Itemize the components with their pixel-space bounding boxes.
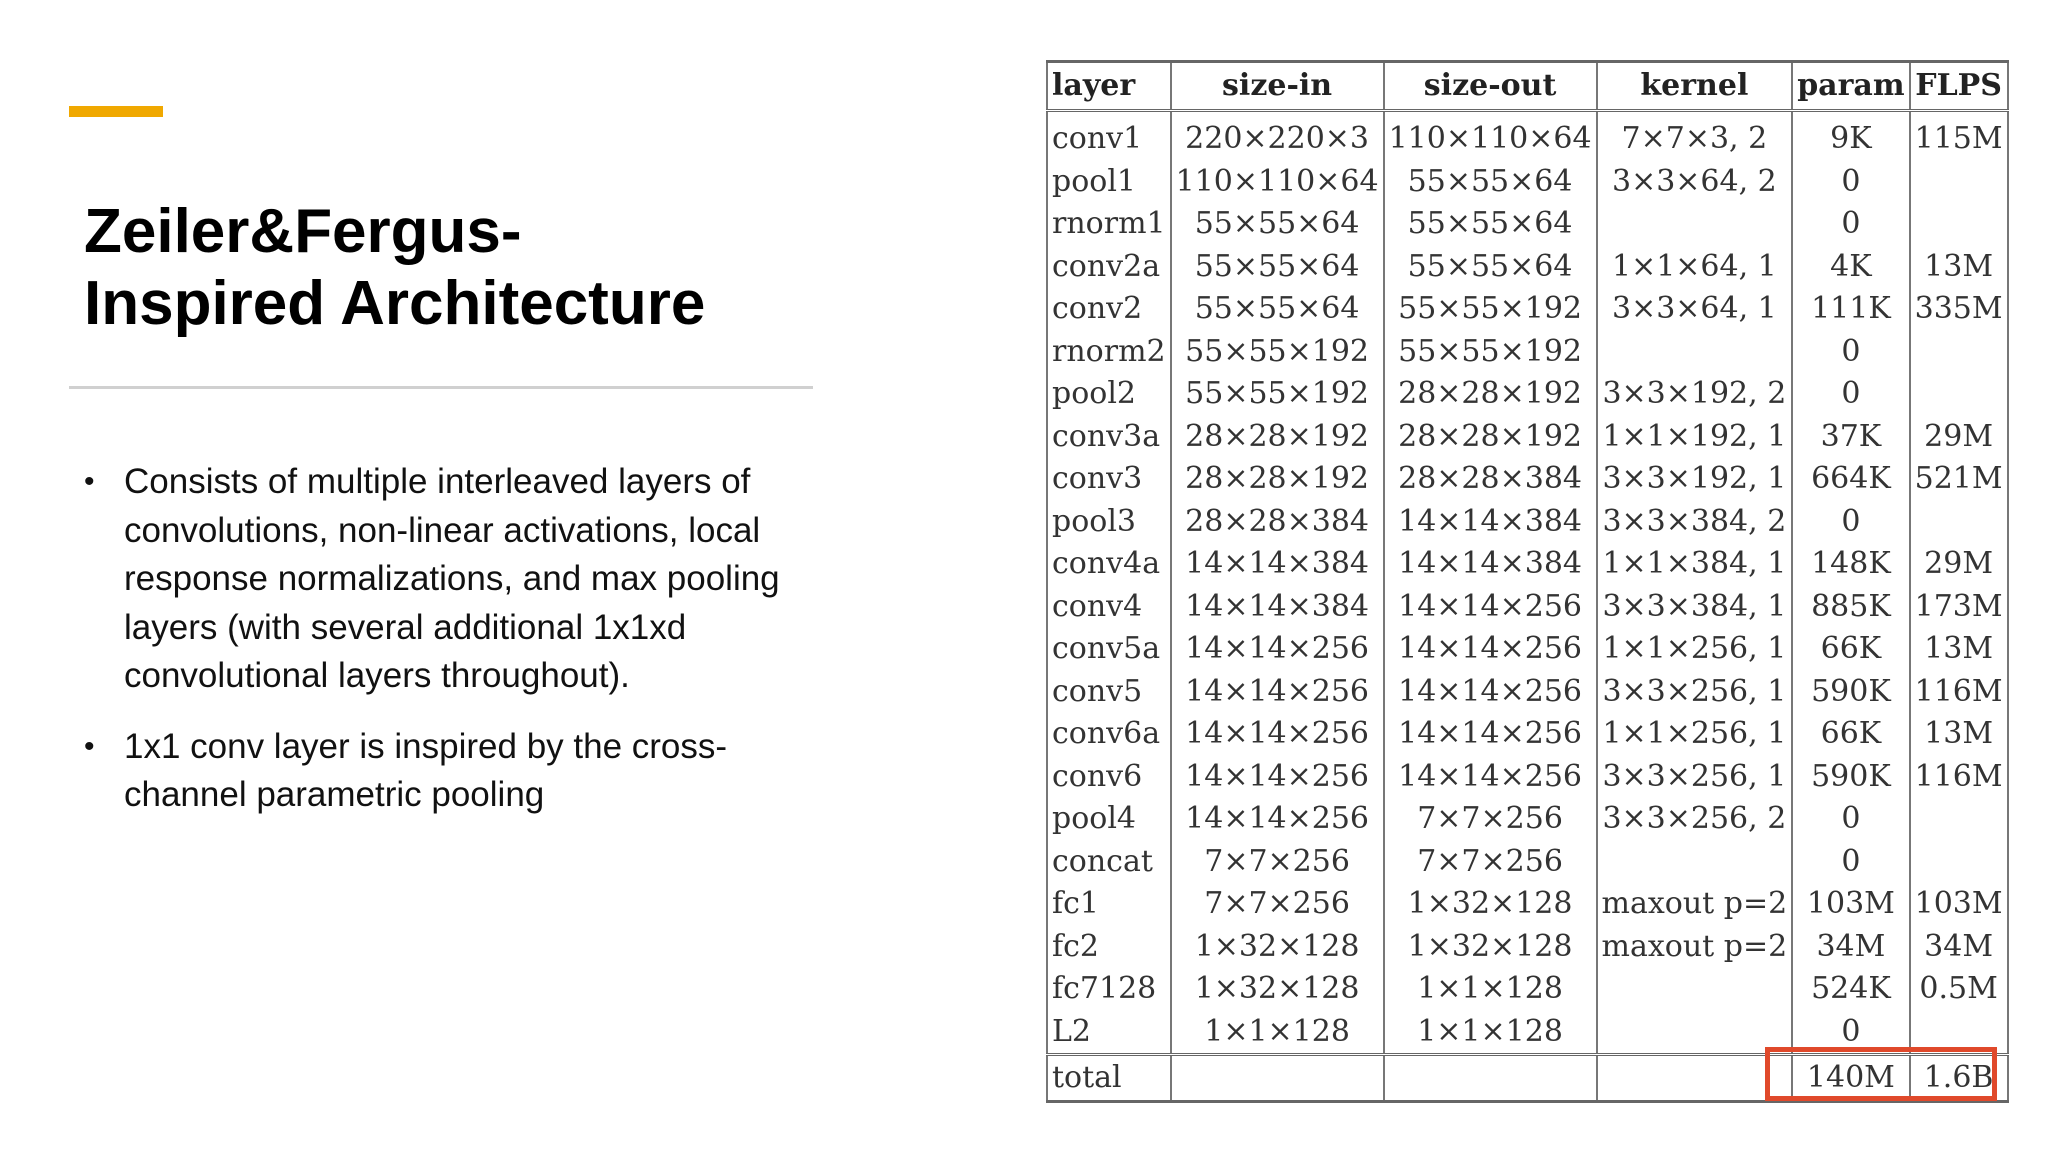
- cell-layer: conv6a: [1047, 713, 1171, 756]
- cell-layer: conv4a: [1047, 543, 1171, 586]
- cell-flps: 0.5M: [1910, 968, 2008, 1011]
- cell-size-in: 1×32×128: [1171, 926, 1384, 969]
- cell-layer: rnorm2: [1047, 331, 1171, 374]
- table-row: [1047, 968, 2008, 1011]
- cell-param: 0: [1792, 841, 1909, 884]
- cell-kernel: 3×3×256, 2: [1597, 798, 1793, 841]
- cell-kernel: 3×3×64, 2: [1597, 161, 1793, 204]
- cell-kernel: 1×1×256, 1: [1597, 713, 1793, 756]
- table-row: [1047, 883, 2008, 926]
- bullet-item: [84, 723, 824, 820]
- bullet-dot-icon: •: [84, 729, 95, 763]
- cell-kernel: 7×7×3, 2: [1597, 111, 1793, 161]
- cell-size-out: 55×55×192: [1384, 331, 1597, 374]
- architecture-table-image: [1046, 56, 2003, 1096]
- cell-kernel: [1597, 968, 1793, 1011]
- cell-flps: 173M: [1910, 586, 2008, 629]
- cell-flps: 13M: [1910, 246, 2008, 289]
- cell-flps: 116M: [1910, 756, 2008, 799]
- cell-kernel: maxout p=2: [1597, 883, 1793, 926]
- cell-layer: conv6: [1047, 756, 1171, 799]
- cell-layer: L2: [1047, 1011, 1171, 1055]
- cell-size-in: 7×7×256: [1171, 883, 1384, 926]
- table-row: [1047, 161, 2008, 204]
- title-divider: [69, 386, 813, 389]
- cell-flps: 115M: [1910, 111, 2008, 161]
- cell-layer: pool3: [1047, 501, 1171, 544]
- bullet-list: [84, 458, 824, 842]
- cell-param: 66K: [1792, 713, 1909, 756]
- cell-layer: concat: [1047, 841, 1171, 884]
- cell-size-in: 1×32×128: [1171, 968, 1384, 1011]
- table-row: [1047, 671, 2008, 714]
- cell-size-out: 14×14×256: [1384, 671, 1597, 714]
- cell-size-in: 14×14×384: [1171, 543, 1384, 586]
- cell-layer: rnorm1: [1047, 203, 1171, 246]
- cell-layer: conv2: [1047, 288, 1171, 331]
- bullet-text: 1x1 conv layer is inspired by the cross-channel parametric pooling: [124, 726, 728, 814]
- table-row: [1047, 416, 2008, 459]
- cell-size-in: 55×55×64: [1171, 246, 1384, 289]
- cell-flps: 335M: [1910, 288, 2008, 331]
- cell-param: 0: [1792, 1011, 1909, 1055]
- cell-size-in: 220×220×3: [1171, 111, 1384, 161]
- cell-param: 0: [1792, 373, 1909, 416]
- table-row: [1047, 203, 2008, 246]
- total-param: 140M: [1792, 1055, 1909, 1102]
- cell-flps: 34M: [1910, 926, 2008, 969]
- title-line-1: Zeiler&Fergus-: [84, 197, 522, 266]
- cell-size-in: 14×14×256: [1171, 756, 1384, 799]
- cell-layer: conv3: [1047, 458, 1171, 501]
- cell-param: 0: [1792, 331, 1909, 374]
- cell-param: 0: [1792, 798, 1909, 841]
- cell-param: 664K: [1792, 458, 1909, 501]
- table-row: [1047, 246, 2008, 289]
- slide-title: [84, 196, 844, 340]
- cell-flps: 13M: [1910, 628, 2008, 671]
- cell-flps: 521M: [1910, 458, 2008, 501]
- cell-kernel: 1×1×192, 1: [1597, 416, 1793, 459]
- cell-flps: [1910, 331, 2008, 374]
- cell-flps: [1910, 501, 2008, 544]
- table-row: [1047, 373, 2008, 416]
- cell-param: 148K: [1792, 543, 1909, 586]
- accent-bar: [69, 106, 163, 117]
- cell-layer: pool1: [1047, 161, 1171, 204]
- cell-size-out: 14×14×256: [1384, 586, 1597, 629]
- cell-param: 9K: [1792, 111, 1909, 161]
- bullet-item: [84, 458, 824, 701]
- cell-size-out: 110×110×64: [1384, 111, 1597, 161]
- cell-size-out: 1×32×128: [1384, 926, 1597, 969]
- cell-size-in: 14×14×256: [1171, 798, 1384, 841]
- cell-param: 524K: [1792, 968, 1909, 1011]
- cell-size-in: 14×14×256: [1171, 628, 1384, 671]
- cell-param: 111K: [1792, 288, 1909, 331]
- cell-size-out: 55×55×64: [1384, 161, 1597, 204]
- cell-size-in: 55×55×192: [1171, 331, 1384, 374]
- cell-layer: conv4: [1047, 586, 1171, 629]
- cell-size-in: 28×28×192: [1171, 416, 1384, 459]
- cell-size-in: 7×7×256: [1171, 841, 1384, 884]
- cell-size-out: 14×14×256: [1384, 713, 1597, 756]
- cell-layer: fc7128: [1047, 968, 1171, 1011]
- cell-size-in: 110×110×64: [1171, 161, 1384, 204]
- table-row: [1047, 628, 2008, 671]
- table-header-row: [1047, 62, 2008, 111]
- cell-size-in: 55×55×192: [1171, 373, 1384, 416]
- table-row: [1047, 798, 2008, 841]
- cell-size-in: 14×14×256: [1171, 713, 1384, 756]
- cell-size-out: 1×32×128: [1384, 883, 1597, 926]
- total-size-out: [1384, 1055, 1597, 1102]
- cell-param: 103M: [1792, 883, 1909, 926]
- cell-kernel: 1×1×256, 1: [1597, 628, 1793, 671]
- table-body: [1047, 111, 2008, 1055]
- cell-size-in: 14×14×384: [1171, 586, 1384, 629]
- cell-param: 0: [1792, 203, 1909, 246]
- header-param: param: [1792, 62, 1909, 111]
- cell-flps: [1910, 373, 2008, 416]
- cell-flps: [1910, 841, 2008, 884]
- cell-flps: 29M: [1910, 416, 2008, 459]
- table-row: [1047, 756, 2008, 799]
- cell-kernel: 3×3×256, 1: [1597, 756, 1793, 799]
- cell-kernel: 3×3×64, 1: [1597, 288, 1793, 331]
- cell-layer: conv5a: [1047, 628, 1171, 671]
- cell-size-out: 7×7×256: [1384, 798, 1597, 841]
- cell-kernel: 3×3×384, 2: [1597, 501, 1793, 544]
- cell-kernel: 3×3×192, 2: [1597, 373, 1793, 416]
- table-row: [1047, 586, 2008, 629]
- cell-layer: fc2: [1047, 926, 1171, 969]
- table-row: [1047, 841, 2008, 884]
- cell-size-out: 14×14×256: [1384, 628, 1597, 671]
- cell-param: 0: [1792, 501, 1909, 544]
- cell-kernel: 3×3×384, 1: [1597, 586, 1793, 629]
- table-row: [1047, 713, 2008, 756]
- header-size-in: size-in: [1171, 62, 1384, 111]
- cell-kernel: 1×1×64, 1: [1597, 246, 1793, 289]
- cell-size-out: 14×14×256: [1384, 756, 1597, 799]
- cell-layer: conv5: [1047, 671, 1171, 714]
- cell-size-out: 14×14×384: [1384, 543, 1597, 586]
- cell-flps: 13M: [1910, 713, 2008, 756]
- cell-flps: [1910, 798, 2008, 841]
- cell-size-out: 55×55×64: [1384, 246, 1597, 289]
- cell-flps: 29M: [1910, 543, 2008, 586]
- cell-size-in: 55×55×64: [1171, 203, 1384, 246]
- cell-kernel: [1597, 203, 1793, 246]
- cell-size-out: 1×1×128: [1384, 1011, 1597, 1055]
- bullet-dot-icon: •: [84, 465, 95, 498]
- cell-size-in: 28×28×384: [1171, 501, 1384, 544]
- cell-flps: [1910, 161, 2008, 204]
- cell-kernel: [1597, 841, 1793, 884]
- cell-param: 37K: [1792, 416, 1909, 459]
- cell-layer: fc1: [1047, 883, 1171, 926]
- cell-param: 590K: [1792, 756, 1909, 799]
- title-line-2: Inspired Architecture: [84, 269, 706, 338]
- cell-kernel: 3×3×192, 1: [1597, 458, 1793, 501]
- cell-size-in: 55×55×64: [1171, 288, 1384, 331]
- table-row: [1047, 458, 2008, 501]
- cell-size-in: 1×1×128: [1171, 1011, 1384, 1055]
- cell-size-out: 7×7×256: [1384, 841, 1597, 884]
- table-row: [1047, 501, 2008, 544]
- cell-layer: pool2: [1047, 373, 1171, 416]
- header-flps: FLPS: [1910, 62, 2008, 111]
- cell-size-out: 28×28×192: [1384, 373, 1597, 416]
- cell-layer: conv2a: [1047, 246, 1171, 289]
- total-flps: 1.6B: [1910, 1055, 2008, 1102]
- cell-size-out: 1×1×128: [1384, 968, 1597, 1011]
- cell-kernel: maxout p=2: [1597, 926, 1793, 969]
- cell-param: 885K: [1792, 586, 1909, 629]
- cell-param: 66K: [1792, 628, 1909, 671]
- header-layer: layer: [1047, 62, 1171, 111]
- bullet-text: Consists of multiple interleaved layers of convolutions, non-linear activations, local response normalizations, and max pooling layers (with several additional 1x1xd convolutional layers throughout).: [124, 462, 780, 695]
- table-row: [1047, 926, 2008, 969]
- cell-param: 590K: [1792, 671, 1909, 714]
- cell-size-in: 28×28×192: [1171, 458, 1384, 501]
- cell-layer: pool4: [1047, 798, 1171, 841]
- cell-param: 0: [1792, 161, 1909, 204]
- table-row: [1047, 111, 2008, 161]
- table-row: [1047, 543, 2008, 586]
- total-size-in: [1171, 1055, 1384, 1102]
- header-size-out: size-out: [1384, 62, 1597, 111]
- cell-size-out: 14×14×384: [1384, 501, 1597, 544]
- cell-size-out: 55×55×64: [1384, 203, 1597, 246]
- cell-param: 34M: [1792, 926, 1909, 969]
- cell-size-out: 28×28×192: [1384, 416, 1597, 459]
- total-kernel: [1597, 1055, 1793, 1102]
- header-kernel: kernel: [1597, 62, 1793, 111]
- cell-size-out: 28×28×384: [1384, 458, 1597, 501]
- architecture-table: [1046, 60, 2009, 1103]
- cell-layer: conv3a: [1047, 416, 1171, 459]
- cell-layer: conv1: [1047, 111, 1171, 161]
- cell-flps: 103M: [1910, 883, 2008, 926]
- cell-param: 4K: [1792, 246, 1909, 289]
- cell-flps: [1910, 203, 2008, 246]
- total-label: total: [1047, 1055, 1171, 1102]
- cell-kernel: [1597, 1011, 1793, 1055]
- cell-kernel: [1597, 331, 1793, 374]
- cell-size-out: 55×55×192: [1384, 288, 1597, 331]
- cell-kernel: 1×1×384, 1: [1597, 543, 1793, 586]
- cell-size-in: 14×14×256: [1171, 671, 1384, 714]
- cell-kernel: 3×3×256, 1: [1597, 671, 1793, 714]
- total-highlight-box: [1765, 1047, 1997, 1101]
- table-row: [1047, 331, 2008, 374]
- cell-flps: 116M: [1910, 671, 2008, 714]
- table-row: [1047, 288, 2008, 331]
